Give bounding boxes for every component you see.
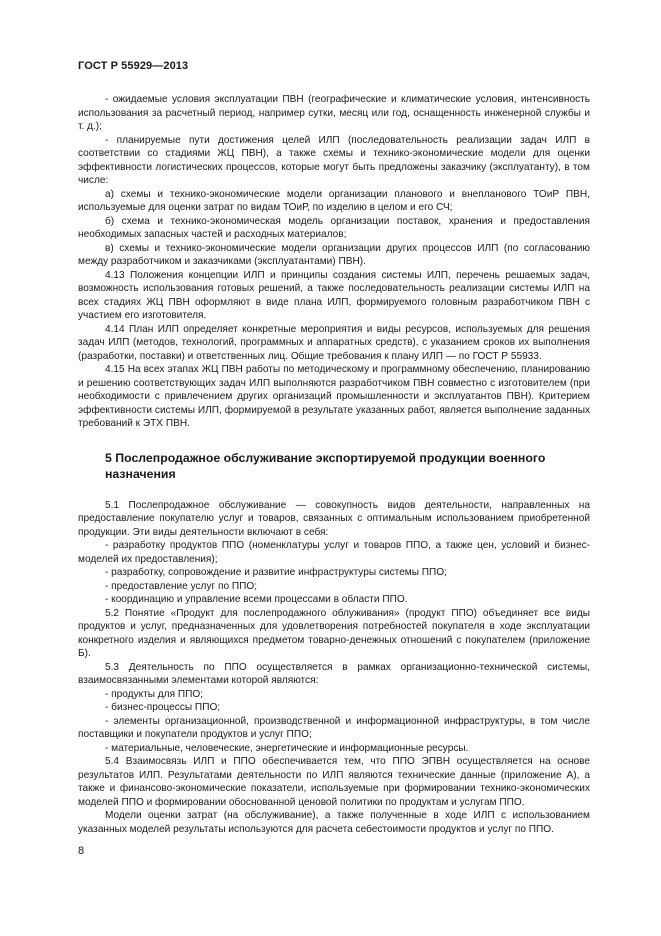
paragraph: - предоставление услуг по ППО; (105, 580, 258, 592)
paragraph: б) схема и технико-экономическая модель организации поставок, хранения и предоставления необходимых запасных частей и расходных материалов; (78, 215, 590, 240)
paragraph: 5.1 Послепродажное обслуживание — совокупность видов деятельности, направленных на предоставление покупателю услуг и товаров, связанных с оптимальным использованием приобретенной продукции. Эти виды деятельности включают в себя: (78, 499, 590, 538)
paragraph: - разработку, сопровождение и развитие инфраструктуры системы ППО; (105, 567, 447, 578)
paragraph: 5.3 Деятельность по ППО осуществляется в рамках организационно-технической системы, взаимосвязанными элементами которой являются: (78, 661, 590, 686)
paragraph: 4.13 Положения концепции ИЛП и принципы создания системы ИЛП, перечень решаемых задач, возможность использования готовых решений, а также последовательность реализации системы ИЛП на всех стадиях ЖЦ ПВН оформляют в виде плана ИЛП, формируемого головным разработчиком ПВН с участием его изготовителя. (78, 269, 590, 321)
paragraph: 5.4 Взаимосвязь ИЛП и ППО обеспечивается тем, что ППО ЭПВН осуществляется на основе результатов ИЛП. Результатами деятельности по ИЛП являются технические данные (приложение А), а также и финансово-экономические показатели, используемые при формировании технико-экономических моделей ППО и формировании обоснованной ценовой политики по продуктам и услугам ППО. (78, 756, 590, 808)
standard-header: ГОСТ Р 55929—2013 (78, 60, 189, 72)
paragraph: 4.14 План ИЛП определяет конкретные мероприятия и виды ресурсов, используемых для решения задач ИЛП (методов, технологий, программных и аппаратных средств), с указанием сроков их выполнения (разработки, поставки) и ответственных лиц. Общие требования к плану ИЛП — по ГОСТ Р 55933. (78, 323, 590, 362)
paragraph: - продукты для ППО; (105, 688, 203, 700)
paragraph: - разработку продуктов ППО (номенклатуры услуг и товаров ППО, а также цен, условий и бизнес-моделей их предоставления); (78, 540, 590, 565)
body-text (78, 93, 590, 836)
paragraph: 5.2 Понятие «Продукт для послепродажного облуживания» (продукт ППО) объединяет все виды продуктов и услуг, предназначенных для удовлетворения потребностей покупателя в ходе эксплуатации конкретного изделия и являющихся предметом товарно-денежных отношений с покупателем (приложение Б). (78, 607, 590, 659)
paragraph: - бизнес-процессы ППО; (105, 702, 221, 713)
paragraph: 4.15 На всех этапах ЖЦ ПВН работы по методическому и программному обеспечению, планированию и решению соответствующих задач ИЛП выполняются разработчиком ПВН совместно с изготовителем (при необходимости с привлечением других организаций промышленности и эксплуатантов ПВН). Критерием эффективности системы ИЛП, формируемой в результате указанных работ, является выполнение заданных требований к ЭТХ ПВН. (78, 364, 590, 429)
section-heading: 5 Послепродажное обслуживание экспортируемой продукции военного назначения (105, 450, 546, 481)
paragraph: - ожидаемые условия эксплуатации ПВН (географические и климатические условия, интенсивность использования за расчетный период, например сутки, месяц или год, оснащенность инженерной службы и т. д.); (78, 94, 590, 132)
paragraph: в) схемы и технико-экономические модели организации других процессов ИЛП (по согласованию между разработчиком и заказчиками (эксплуатантами) ПВН). (78, 242, 590, 267)
page-number: 8 (78, 845, 85, 857)
paragraph: - элементы организационной, производственной и информационной инфраструктуры, в том числе поставщики и покупатели продуктов и услуг ППО; (78, 715, 590, 740)
paragraph: - планируемые пути достижения целей ИЛП (последовательность реализации задач ИЛП в соответствии со стадиями ЖЦ ПВН), а также схемы и технико-экономические модели для оценки эффективности логистических процессов, которые могут быть предложены заказчику (эксплуатанту), в том числе: (78, 134, 590, 186)
paragraph: - координацию и управление всеми процессами в области ППО. (105, 594, 408, 605)
paragraph: а) схемы и технико-экономические модели организации планового и внепланового ТОиР ПВН, используемые для оценки затрат по видам ТОиР, по изделию в целом и его СЧ; (78, 188, 590, 213)
paragraph: Модели оценки затрат (на обслуживание), а также полученные в ходе ИЛП с использованием указанных моделей результаты используются для расчета себестоимости продуктов и услуг по ППО. (78, 810, 590, 835)
paragraph: - материальные, человеческие, энергетические и информационные ресурсы. (105, 742, 469, 754)
